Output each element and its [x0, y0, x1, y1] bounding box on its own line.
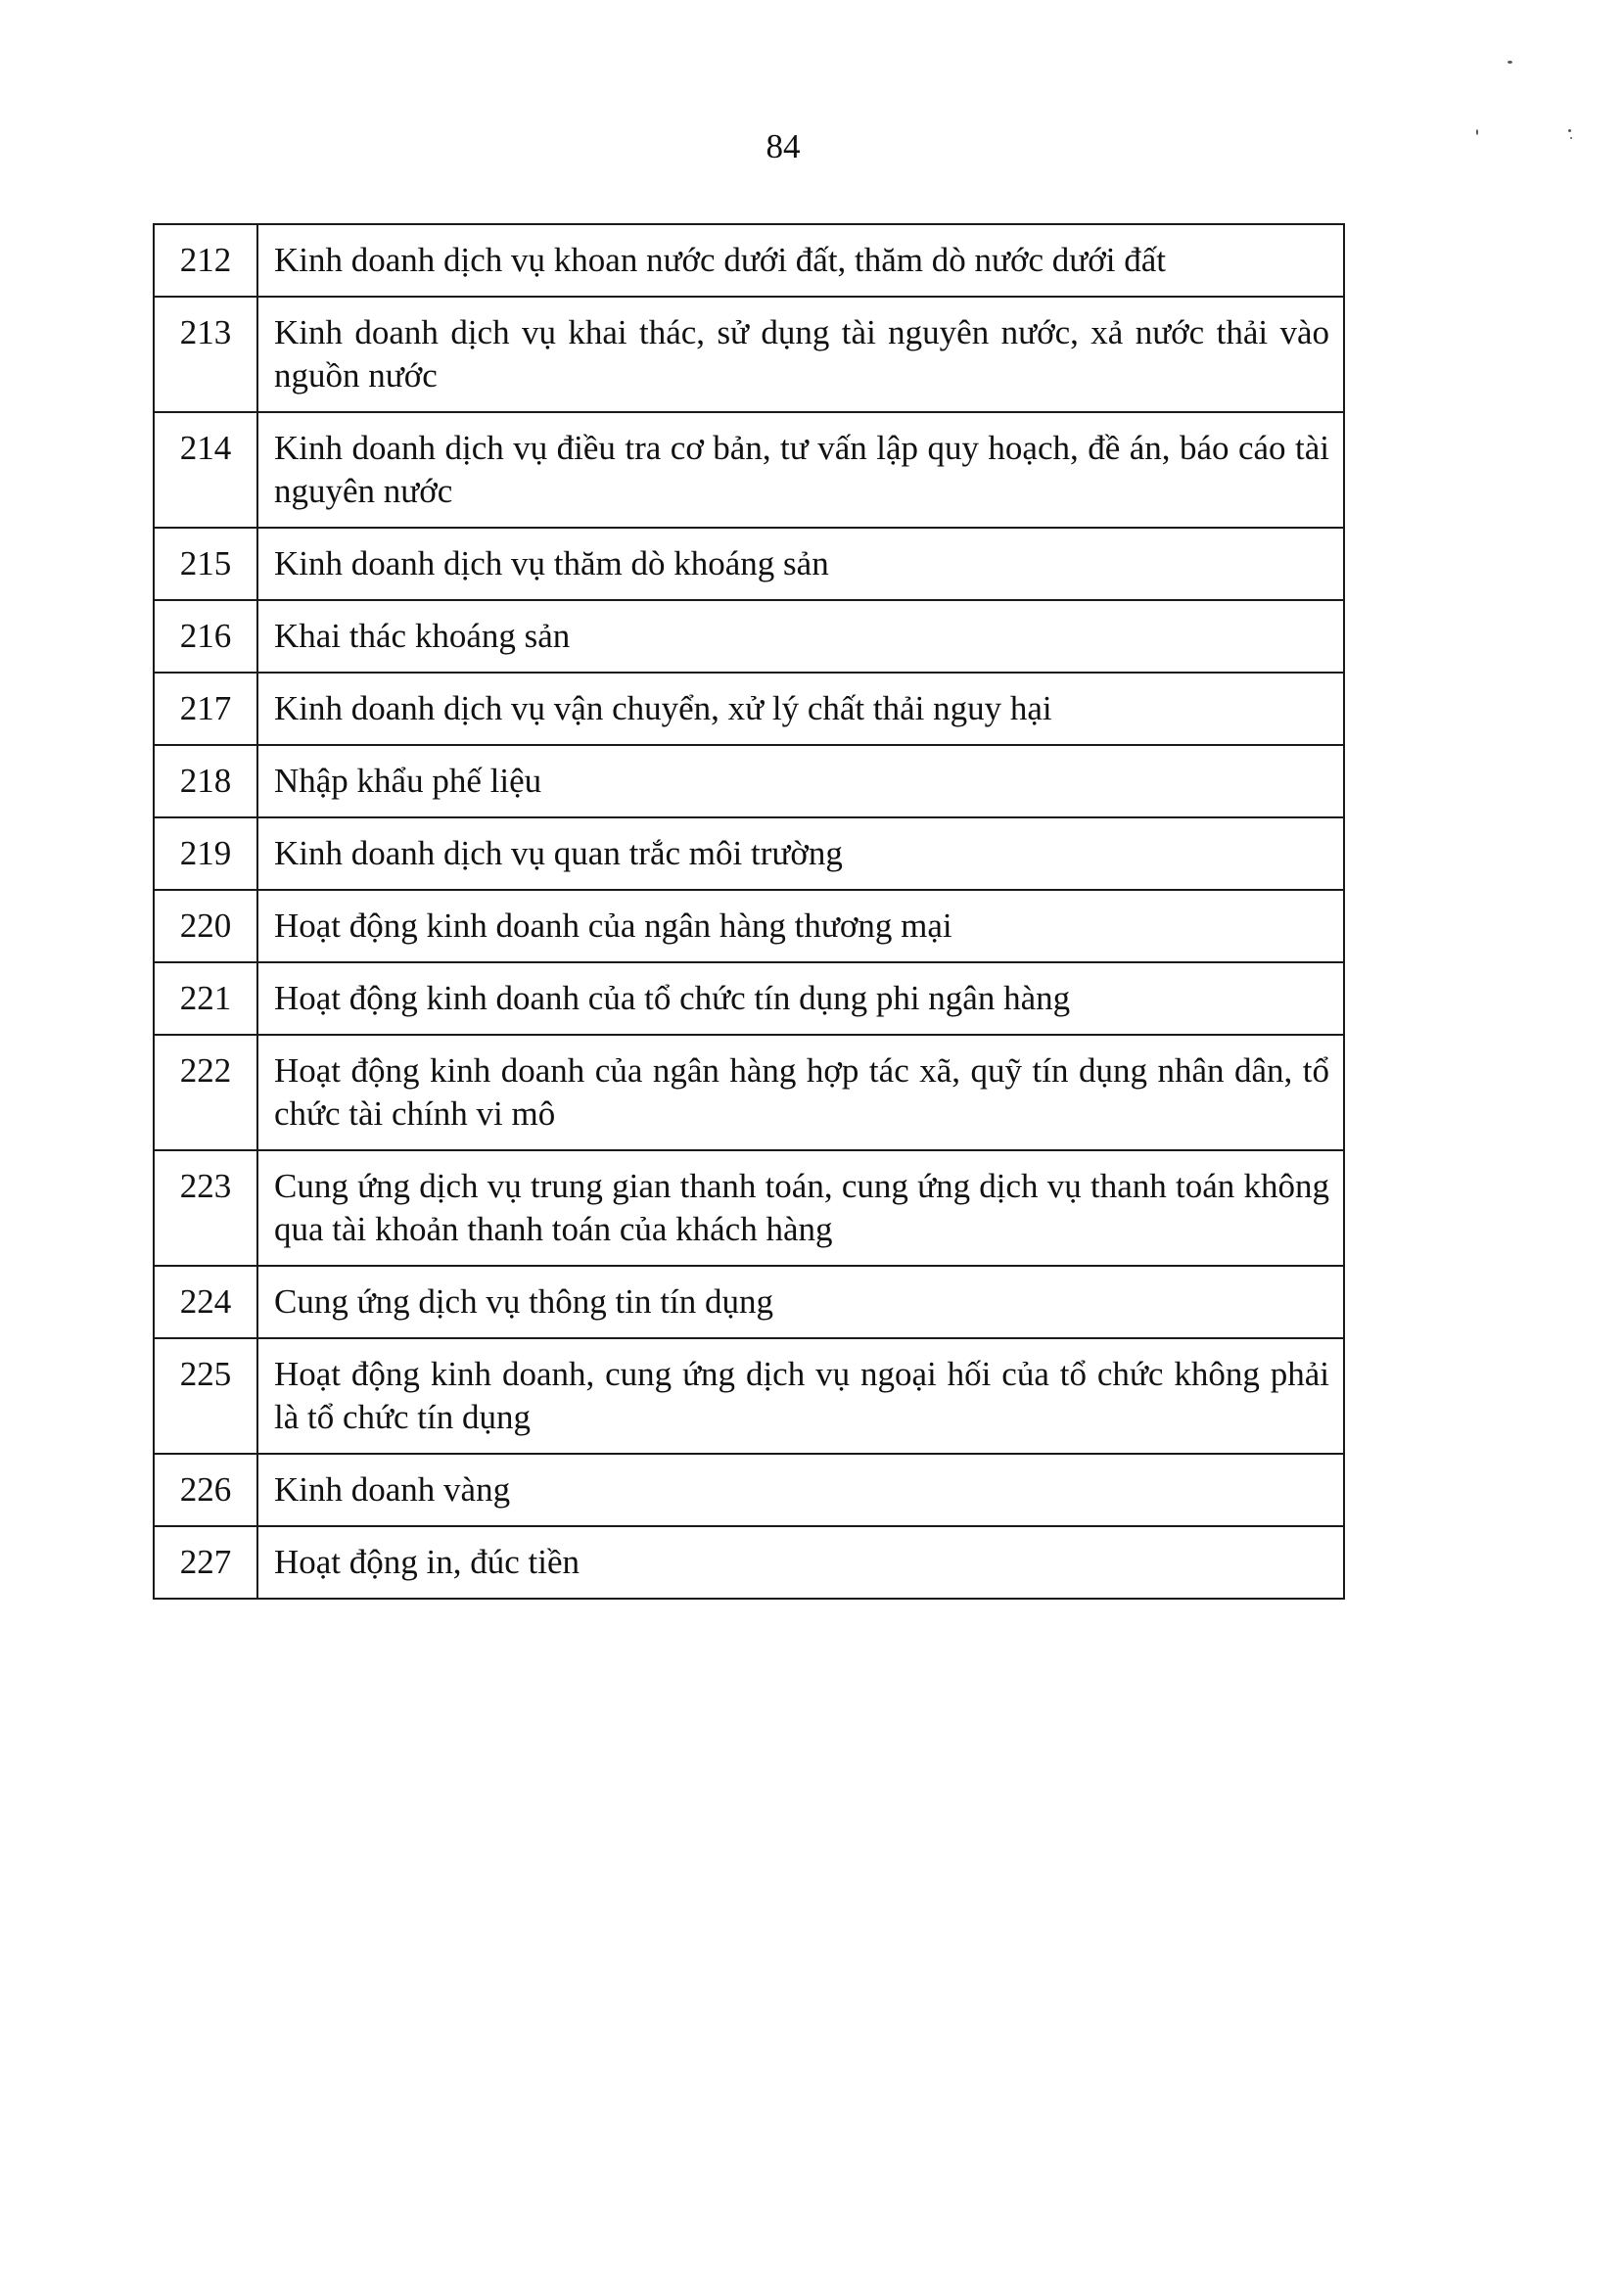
row-number: 220 — [154, 890, 257, 962]
scan-speck — [1570, 137, 1572, 139]
table-row — [154, 1454, 1344, 1526]
row-description: Kinh doanh dịch vụ khai thác, sử dụng tài nguyên nước, xả nước thải vào nguồn nước — [257, 297, 1344, 412]
table-row — [154, 528, 1344, 600]
row-number: 221 — [154, 962, 257, 1035]
row-number: 224 — [154, 1266, 257, 1338]
row-description: Kinh doanh dịch vụ khoan nước dưới đất, thăm dò nước dưới đất — [257, 224, 1344, 297]
table-row — [154, 412, 1344, 528]
row-number: 212 — [154, 224, 257, 297]
row-description: Hoạt động kinh doanh của ngân hàng thương mại — [257, 890, 1344, 962]
row-number: 223 — [154, 1150, 257, 1266]
row-description: Nhập khẩu phế liệu — [257, 745, 1344, 817]
row-number: 222 — [154, 1035, 257, 1150]
table-row — [154, 745, 1344, 817]
table-row — [154, 1266, 1344, 1338]
table-row — [154, 890, 1344, 962]
row-number: 216 — [154, 600, 257, 673]
row-number: 215 — [154, 528, 257, 600]
row-description: Hoạt động kinh doanh, cung ứng dịch vụ ngoại hối của tổ chức không phải là tổ chức tín dụng — [257, 1338, 1344, 1454]
business-lines-table — [153, 223, 1345, 1600]
row-description: Kinh doanh dịch vụ quan trắc môi trường — [257, 817, 1344, 890]
row-description: Cung ứng dịch vụ thông tin tín dụng — [257, 1266, 1344, 1338]
table-row — [154, 673, 1344, 745]
row-description: Hoạt động kinh doanh của ngân hàng hợp tác xã, quỹ tín dụng nhân dân, tổ chức tài chính vi mô — [257, 1035, 1344, 1150]
row-description: Khai thác khoáng sản — [257, 600, 1344, 673]
row-description: Kinh doanh dịch vụ điều tra cơ bản, tư vấn lập quy hoạch, đề án, báo cáo tài nguyên nước — [257, 412, 1344, 528]
table-row — [154, 600, 1344, 673]
table-row — [154, 1035, 1344, 1150]
scan-speck — [1476, 129, 1478, 135]
row-number: 225 — [154, 1338, 257, 1454]
table-row — [154, 1526, 1344, 1599]
table-row — [154, 297, 1344, 412]
page-number: 84 — [766, 127, 801, 165]
table-row — [154, 817, 1344, 890]
scan-speck — [1568, 129, 1571, 132]
row-number: 217 — [154, 673, 257, 745]
table-row — [154, 1338, 1344, 1454]
table-body — [154, 224, 1344, 1599]
row-number: 214 — [154, 412, 257, 528]
row-description: Kinh doanh dịch vụ thăm dò khoáng sản — [257, 528, 1344, 600]
row-description: Hoạt động kinh doanh của tổ chức tín dụng phi ngân hàng — [257, 962, 1344, 1035]
row-number: 227 — [154, 1526, 257, 1599]
scan-speck — [1508, 61, 1512, 64]
row-number: 219 — [154, 817, 257, 890]
row-description: Kinh doanh dịch vụ vận chuyển, xử lý chất thải nguy hại — [257, 673, 1344, 745]
table-row — [154, 962, 1344, 1035]
table-row — [154, 1150, 1344, 1266]
row-number: 218 — [154, 745, 257, 817]
row-description: Kinh doanh vàng — [257, 1454, 1344, 1526]
row-description: Hoạt động in, đúc tiền — [257, 1526, 1344, 1599]
row-number: 226 — [154, 1454, 257, 1526]
row-description: Cung ứng dịch vụ trung gian thanh toán, cung ứng dịch vụ thanh toán không qua tài khoản thanh toán của khách hàng — [257, 1150, 1344, 1266]
row-number: 213 — [154, 297, 257, 412]
table-row — [154, 224, 1344, 297]
